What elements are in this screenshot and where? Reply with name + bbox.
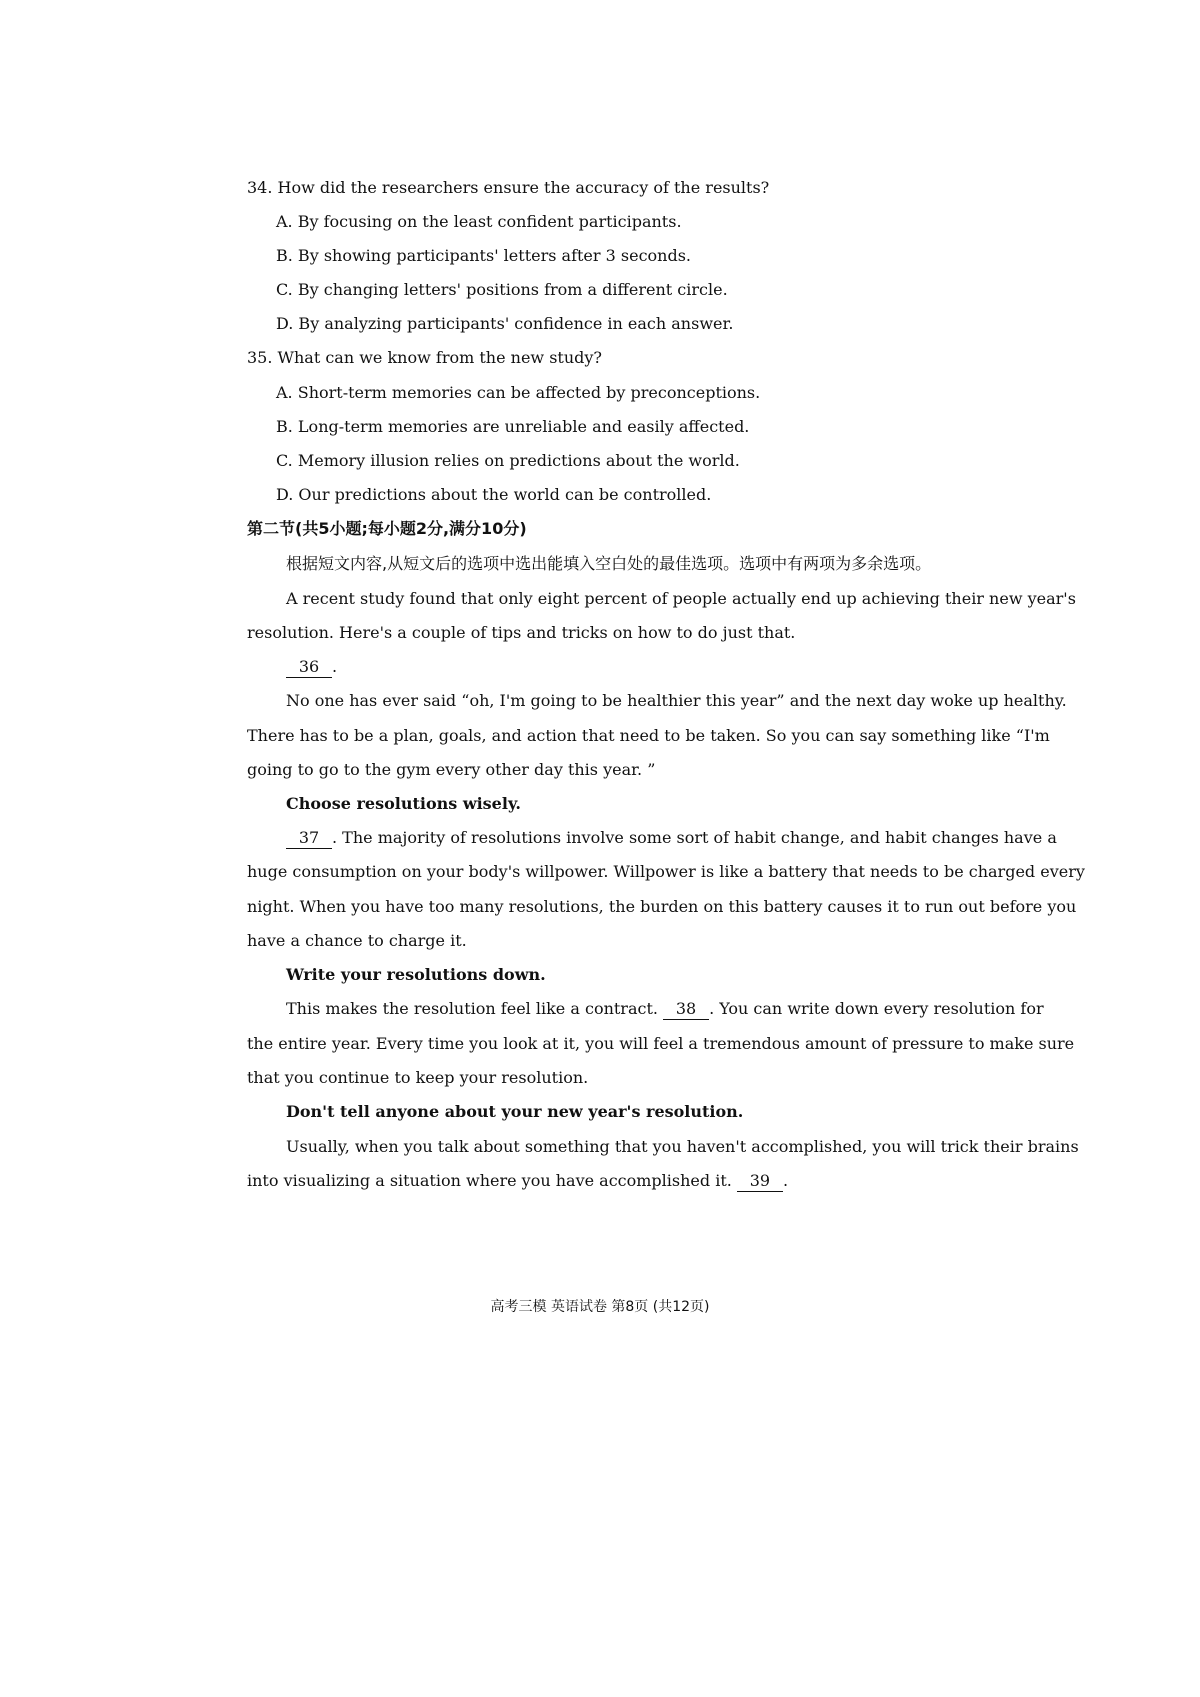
paragraph-2-line-4: have a chance to charge it. — [247, 931, 467, 950]
question-34-option-a: A. By focusing on the least confident participants. — [276, 212, 682, 231]
question-35-option-d: D. Our predictions about the world can be controlled. — [276, 485, 712, 504]
paragraph-3-line-1-pre: This makes the resolution feel like a contract. — [286, 999, 664, 1018]
section-2-title: 第二节(共5小题;每小题2分,满分10分) — [247, 519, 527, 538]
subheading-choose-resolutions: Choose resolutions wisely. — [286, 794, 521, 813]
question-34-option-d: D. By analyzing participants' confidence in each answer. — [276, 314, 734, 333]
question-35-stem: 35. What can we know from the new study? — [247, 348, 602, 367]
paragraph-2-line-3: night. When you have too many resolutions, the burden on this battery causes it to run out before you — [247, 897, 1077, 916]
paragraph-2-line-2: huge consumption on your body's willpower. Willpower is like a battery that needs to be charged every — [247, 862, 1085, 881]
paragraph-4-line-2-post: . — [782, 1171, 789, 1190]
blank-37: 37 — [286, 828, 332, 849]
subheading-write-resolutions: Write your resolutions down. — [286, 965, 546, 984]
blank-36-punct: . — [332, 657, 338, 676]
passage-intro-line-2: resolution. Here's a couple of tips and tricks on how to do just that. — [247, 623, 796, 642]
blank-39: 39 — [737, 1171, 783, 1192]
paragraph-2-line-1 — [286, 827, 1057, 849]
paragraph-1-line-2: There has to be a plan, goals, and action that need to be taken. So you can say something like “I'm — [247, 726, 1050, 745]
question-35-option-a: A. Short-term memories can be affected by preconceptions. — [276, 383, 761, 402]
question-35-option-c: C. Memory illusion relies on predictions about the world. — [276, 451, 740, 470]
passage-intro-line-1: A recent study found that only eight percent of people actually end up achieving their new year's — [286, 589, 1076, 608]
question-35-option-b: B. Long-term memories are unreliable and easily affected. — [276, 417, 750, 436]
question-34-stem: 34. How did the researchers ensure the accuracy of the results? — [247, 178, 770, 197]
paragraph-4-line-1: Usually, when you talk about something that you haven't accomplished, you will trick their brains — [286, 1137, 1079, 1156]
paragraph-3-line-1-post: . You can write down every resolution for — [709, 999, 1044, 1018]
paragraph-1-line-1: No one has ever said “oh, I'm going to be healthier this year” and the next day woke up healthy. — [286, 691, 1067, 710]
paragraph-1-line-3: going to go to the gym every other day this year. ” — [247, 760, 656, 779]
paragraph-3-line-2: the entire year. Every time you look at it, you will feel a tremendous amount of pressure to make sure — [247, 1034, 1075, 1053]
paragraph-4-line-2 — [247, 1170, 788, 1192]
paragraph-3-line-3: that you continue to keep your resolution. — [247, 1068, 589, 1087]
question-34-option-b: B. By showing participants' letters after 3 seconds. — [276, 246, 692, 265]
page-footer: 高考三模 英语试卷 第8页 (共12页) — [490, 1299, 710, 1315]
paragraph-3-line-1 — [286, 998, 1044, 1020]
paragraph-2-line-1-text: . The majority of resolutions involve some sort of habit change, and habit changes have a — [332, 828, 1057, 847]
question-34-option-c: C. By changing letters' positions from a different circle. — [276, 280, 728, 299]
section-2-instruction: 根据短文内容,从短文后的选项中选出能填入空白处的最佳选项。选项中有两项为多余选项。 — [286, 554, 932, 573]
subheading-dont-tell: Don't tell anyone about your new year's resolution. — [286, 1102, 744, 1121]
blank-36: 36 — [286, 657, 332, 678]
blank-38: 38 — [663, 999, 709, 1020]
paragraph-4-line-2-pre: into visualizing a situation where you have accomplished it. — [247, 1171, 737, 1190]
blank-36-line — [286, 656, 337, 678]
